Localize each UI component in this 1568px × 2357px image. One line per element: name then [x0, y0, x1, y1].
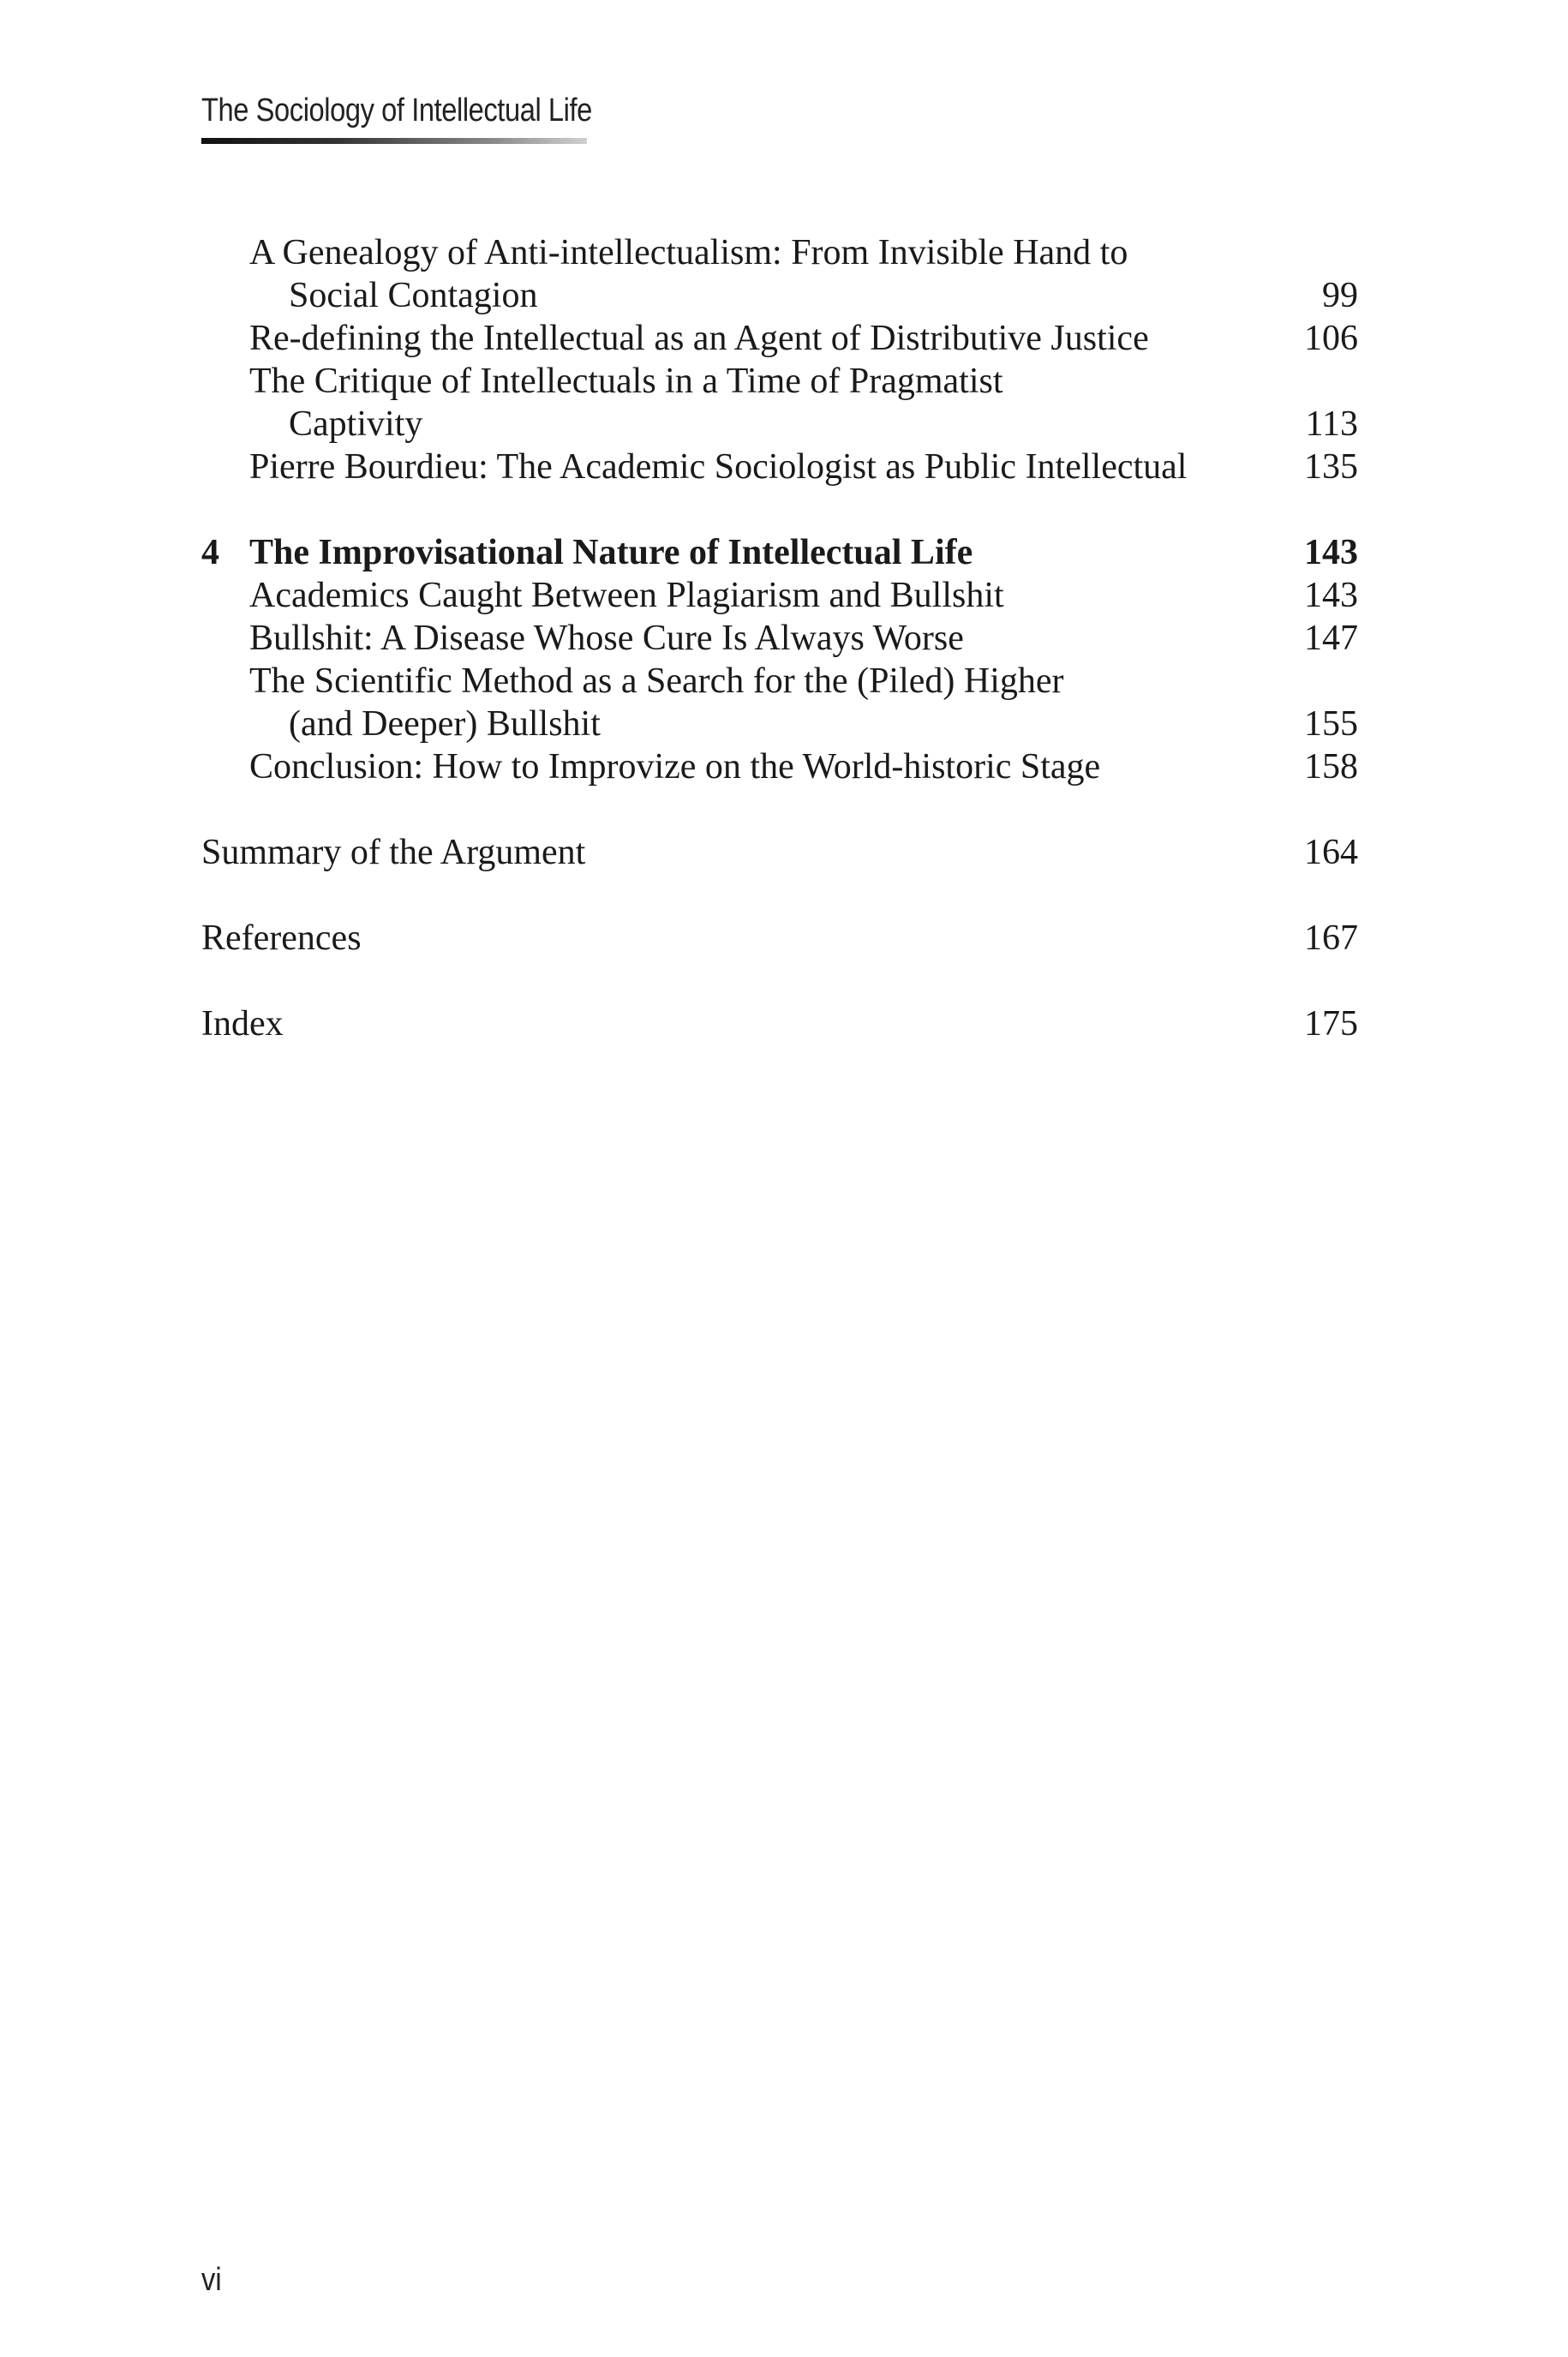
- toc-page-number: 143: [1304, 576, 1358, 615]
- toc-entry-continuation: [201, 274, 1358, 317]
- toc-page-number: 113: [1305, 404, 1358, 444]
- toc-page-number: 147: [1304, 619, 1358, 658]
- toc-page-number: 143: [1304, 533, 1358, 572]
- running-head-rule: [201, 138, 587, 144]
- toc-entry-title: Summary of the Argument: [201, 833, 586, 872]
- toc-page-number: 167: [1304, 918, 1358, 958]
- toc-entry-title: Re-defining the Intellectual as an Agent of Distributive Justice: [249, 319, 1149, 358]
- toc-entry-title: Captivity: [289, 404, 423, 444]
- toc-entry: [201, 745, 1358, 788]
- toc-page-number: 158: [1304, 747, 1358, 787]
- running-head: The Sociology of Intellectual Life: [201, 93, 592, 129]
- toc-entry-index: [201, 1002, 1358, 1045]
- toc-entry: [201, 574, 1358, 617]
- toc-page-number: 99: [1322, 276, 1358, 315]
- toc-entry: [201, 617, 1358, 660]
- toc-entry-title: References: [201, 918, 362, 958]
- toc-entry-title: The Scientific Method as a Search for the (Piled) Higher: [249, 661, 1064, 701]
- toc-page-number: 135: [1304, 447, 1358, 487]
- toc-entry-references: [201, 917, 1358, 960]
- toc-entry-title: Academics Caught Between Plagiarism and Bullshit: [249, 576, 1004, 615]
- table-of-contents: [201, 231, 1358, 1045]
- toc-entry-title: Social Contagion: [289, 276, 538, 315]
- toc-entry-title: The Critique of Intellectuals in a Time of Pragmatist: [249, 362, 1003, 401]
- toc-entry-title: (and Deeper) Bullshit: [289, 704, 601, 744]
- toc-entry: [201, 231, 1358, 274]
- toc-entry: [201, 660, 1358, 703]
- toc-page-number: 164: [1304, 833, 1358, 872]
- toc-entry-title: Pierre Bourdieu: The Academic Sociologist as Public Intellectual: [249, 447, 1188, 487]
- toc-entry-continuation: [201, 403, 1358, 446]
- toc-page-number: 155: [1304, 704, 1358, 744]
- chapter-title: The Improvisational Nature of Intellectual Life: [249, 533, 973, 572]
- toc-entry: [201, 317, 1358, 360]
- toc-chapter: [201, 531, 1358, 574]
- toc-entry-title: Bullshit: A Disease Whose Cure Is Always Worse: [249, 619, 964, 658]
- toc-entry: [201, 446, 1358, 488]
- toc-page-number: 106: [1304, 319, 1358, 358]
- toc-entry-title: Conclusion: How to Improvize on the World-historic Stage: [249, 747, 1101, 787]
- toc-entry-title: A Genealogy of Anti-intellectualism: From Invisible Hand to: [249, 233, 1128, 272]
- chapter-number: 4: [201, 533, 219, 572]
- toc-entry-continuation: [201, 703, 1358, 745]
- toc-entry-summary: [201, 831, 1358, 874]
- toc-entry: [201, 360, 1358, 403]
- toc-entry-title: Index: [201, 1004, 284, 1044]
- toc-page-number: 175: [1304, 1004, 1358, 1044]
- page-folio: vi: [201, 2262, 222, 2298]
